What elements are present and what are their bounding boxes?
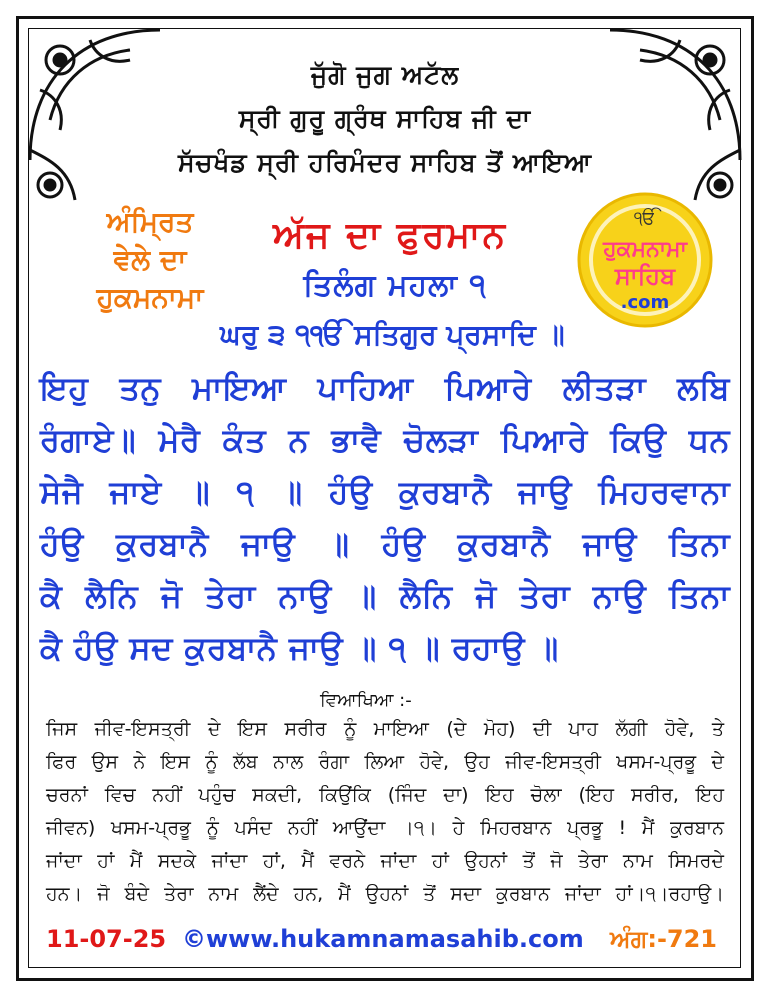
left-title-line-2: ਵੇਲੇ ਦਾ bbox=[113, 243, 187, 276]
viakhia-line: ਹਨ। ਜੋ ਬੰਦੇ ਤੇਰਾ ਨਾਮ ਲੈਂਦੇ ਹਨ, ਮੈਂ ਉਹਨਾਂ ਤੋਂ ਸਦਾ ਕੁਰਬਾਨ ਜਾਂਦਾ ਹਾਂ।੧।ਰਹਾਉ। bbox=[46, 883, 724, 905]
left-title-line-1: ਅੰਮ੍ਰਿਤ bbox=[106, 205, 194, 238]
logo-text-2: ਸਾਹਿਬ bbox=[614, 262, 676, 290]
footer-website[interactable]: ©www.hukamnamasahib.com bbox=[182, 925, 584, 953]
footer-date: 11-07-25 bbox=[46, 925, 167, 953]
viakhia-label: ਵਿਆਖਿਆ :- bbox=[320, 690, 412, 711]
header-line-1: ਜੁੱਗੋ ਜੁਗ ਅਟੱਲ bbox=[310, 60, 460, 89]
viakhia-line: ਚਰਨਾਂ ਵਿਚ ਨਹੀਂ ਪਹੁੰਚ ਸਕਦੀ, ਕਿਉਂਕਿ (ਜਿੰਦ ਦਾ) ਇਹ ਚੋਲਾ (ਇਹ ਸਰੀਰ, ਇਹ bbox=[46, 784, 724, 806]
main-title: ਅੱਜ ਦਾ ਫੁਰਮਾਨ bbox=[273, 215, 507, 256]
viakhia-line: ਜਾਂਦਾ ਹਾਂ ਮੈਂ ਸਦਕੇ ਜਾਂਦਾ ਹਾਂ, ਮੈਂ ਵਰਨੇ ਜਾਂਦਾ ਹਾਂ ਉਹਨਾਂ ਤੋਂ ਜੋ ਤੇਰਾ ਨਾਮ ਸਿਮਰਦੇ bbox=[46, 850, 724, 872]
ghar-line: ਘਰੁ ੩ ੧ੴ ਸਤਿਗੁਰ ਪ੍ਰਸਾਦਿ ॥ bbox=[220, 318, 565, 351]
logo-ik-onkar: ੴ bbox=[634, 208, 656, 229]
shabad-line: ਕੈ ਹੰਉ ਸਦ ਕੁਰਬਾਨੈ ਜਾਉ ॥ ੧ ॥ ਰਹਾਉ ॥ bbox=[40, 629, 559, 667]
left-title-line-3: ਹੁਕਮਨਾਮਾ bbox=[96, 281, 204, 314]
header-line-3: ਸੱਚਖੰਡ ਸ੍ਰੀ ਹਰਿਮੰਦਰ ਸਾਹਿਬ ਤੋਂ ਆਇਆ bbox=[177, 148, 593, 177]
shabad-line: ਸੇਜੈ ਜਾਏ ॥ ੧ ॥ ਹੰਉ ਕੁਰਬਾਨੈ ਜਾਉ ਮਿਹਰਵਾਨਾ bbox=[40, 473, 730, 511]
shabad-line: ਹੰਉ ਕੁਰਬਾਨੈ ਜਾਉ ॥ ਹੰਉ ਕੁਰਬਾਨੈ ਜਾਉ ਤਿਨਾ bbox=[40, 525, 730, 563]
footer-ang: ਅੰਗ:-721 bbox=[610, 925, 718, 953]
shabad-line: ਰੰਗਾਏ॥ ਮੇਰੈ ਕੰਤ ਨ ਭਾਵੈ ਚੋਲੜਾ ਪਿਆਰੇ ਕਿਉ ਧਨ bbox=[40, 421, 730, 459]
shabad-line: ਕੈ ਲੈਨਿ ਜੋ ਤੇਰਾ ਨਾਉ ॥ ਲੈਨਿ ਜੋ ਤੇਰਾ ਨਾਉ ਤਿਨਾ bbox=[40, 577, 730, 615]
viakhia-line: ਜੀਵਨ) ਖਸਮ-ਪ੍ਰਭੂ ਨੂੰ ਪਸੰਦ ਨਹੀਂ ਆਉਂਦਾ ।੧। ਹੇ ਮਿਹਰਬਾਨ ਪ੍ਰਭੂ ! ਮੈਂ ਕੁਰਬਾਨ bbox=[46, 817, 724, 839]
raag-heading: ਤਿਲੰਗ ਮਹਲਾ ੧ bbox=[303, 268, 487, 303]
shabad-line: ਇਹੁ ਤਨੁ ਮਾਇਆ ਪਾਹਿਆ ਪਿਆਰੇ ਲੀਤੜਾ ਲਬਿ bbox=[40, 369, 730, 407]
hukamnama-sahib-logo bbox=[575, 190, 715, 330]
viakhia-line: ਜਿਸ ਜੀਵ-ਇਸਤ੍ਰੀ ਦੇ ਇਸ ਸਰੀਰ ਨੂੰ ਮਾਇਆ (ਦੇ ਮੋਹ) ਦੀ ਪਾਹ ਲੱਗੀ ਹੋਵੇ, ਤੇ bbox=[46, 718, 724, 740]
viakhia-line: ਫਿਰ ਉਸ ਨੇ ਇਸ ਨੂੰ ਲੱਬ ਨਾਲ ਰੰਗਾ ਲਿਆ ਹੋਵੇ, ਉਹ ਜੀਵ-ਇਸਤ੍ਰੀ ਖਸਮ-ਪ੍ਰਭੂ ਦੇ bbox=[46, 751, 724, 773]
logo-text-1: ਹੁਕਮਨਾਮਾ bbox=[603, 237, 687, 262]
header-line-2: ਸ੍ਰੀ ਗੁਰੂ ਗ੍ਰੰਥ ਸਾਹਿਬ ਜੀ ਦਾ bbox=[238, 104, 532, 133]
logo-domain: .com bbox=[620, 292, 670, 313]
